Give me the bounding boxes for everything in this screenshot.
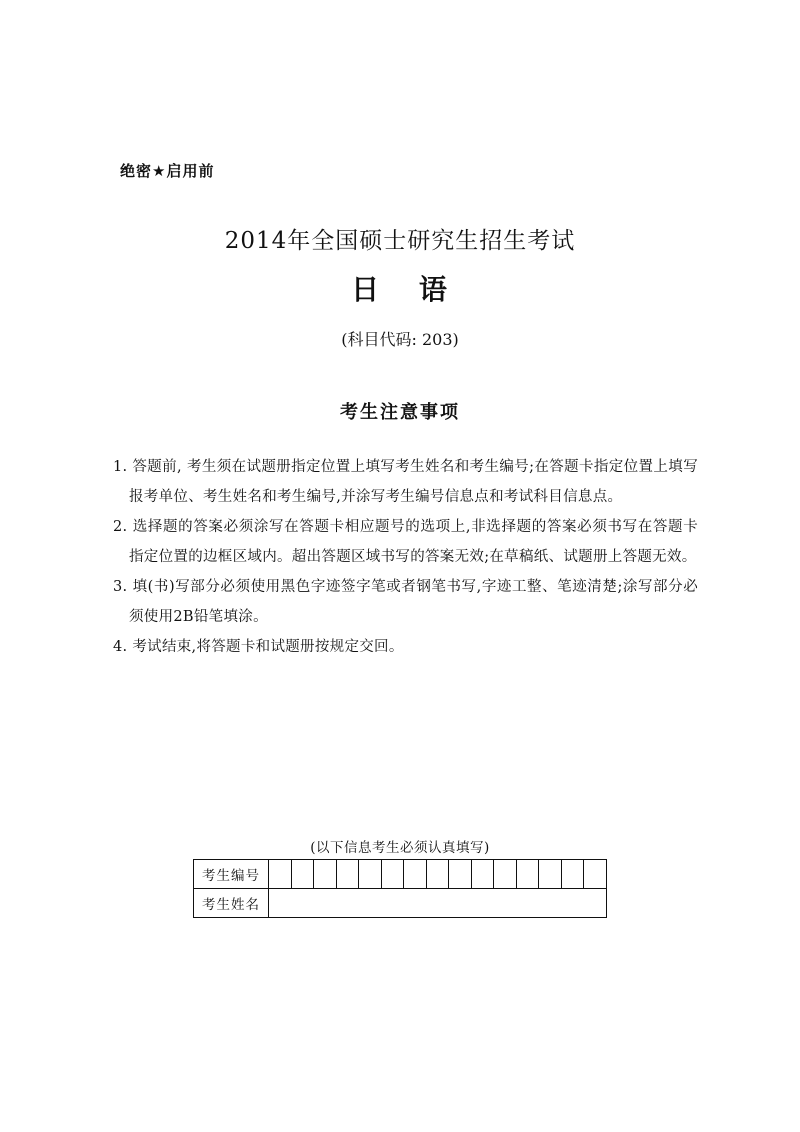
- candidate-id-digit-box[interactable]: [291, 860, 314, 889]
- candidate-id-label: 考生编号: [194, 860, 269, 889]
- candidate-id-digit-box[interactable]: [516, 860, 539, 889]
- info-note: (以下信息考生必须认真填写): [310, 840, 490, 856]
- candidate-id-digit-box[interactable]: [336, 860, 359, 889]
- candidate-name-row: [194, 889, 607, 918]
- candidate-id-digit-box[interactable]: [269, 860, 292, 889]
- notice-list: [113, 452, 698, 662]
- candidate-name-field[interactable]: [269, 889, 607, 918]
- candidate-id-digit-box[interactable]: [449, 860, 472, 889]
- candidate-id-digit-box[interactable]: [494, 860, 517, 889]
- candidate-info-table: [193, 859, 607, 918]
- candidate-id-digit-box[interactable]: [426, 860, 449, 889]
- candidate-name-label: 考生姓名: [194, 889, 269, 918]
- notice-item-3: 3. 填(书)写部分必须使用黑色字迹签字笔或者钢笔书写,字迹工整、笔迹清楚;涂写部分必须使用2B铅笔填涂。: [113, 579, 698, 625]
- candidate-id-digit-box[interactable]: [404, 860, 427, 889]
- candidate-id-digit-box[interactable]: [314, 860, 337, 889]
- classification-label: 绝密★启用前: [120, 162, 215, 180]
- candidate-id-digit-box[interactable]: [471, 860, 494, 889]
- exam-title: 2014年全国硕士研究生招生考试: [224, 228, 576, 254]
- candidate-id-digit-box[interactable]: [539, 860, 562, 889]
- notice-heading: 考生注意事项: [340, 402, 460, 423]
- subject-code: (科目代码: 203): [341, 330, 459, 349]
- notice-item-1: 1. 答题前, 考生须在试题册指定位置上填写考生姓名和考生编号;在答题卡指定位置上填写报考单位、考生姓名和考生编号,并涂写考生编号信息点和考试科目信息点。: [113, 459, 698, 505]
- candidate-id-digit-box[interactable]: [359, 860, 382, 889]
- candidate-id-digit-box[interactable]: [584, 860, 607, 889]
- candidate-id-digit-box[interactable]: [381, 860, 404, 889]
- candidate-id-digit-box[interactable]: [561, 860, 584, 889]
- candidate-id-row: [194, 860, 607, 889]
- notice-item-4: 4. 考试结束,将答题卡和试题册按规定交回。: [113, 639, 404, 655]
- subject-title: 日 语: [351, 273, 449, 306]
- notice-item-2: 2. 选择题的答案必须涂写在答题卡相应题号的选项上,非选择题的答案必须书写在答题卡指定位置的边框区域内。超出答题区域书写的答案无效;在草稿纸、试题册上答题无效。: [113, 519, 698, 565]
